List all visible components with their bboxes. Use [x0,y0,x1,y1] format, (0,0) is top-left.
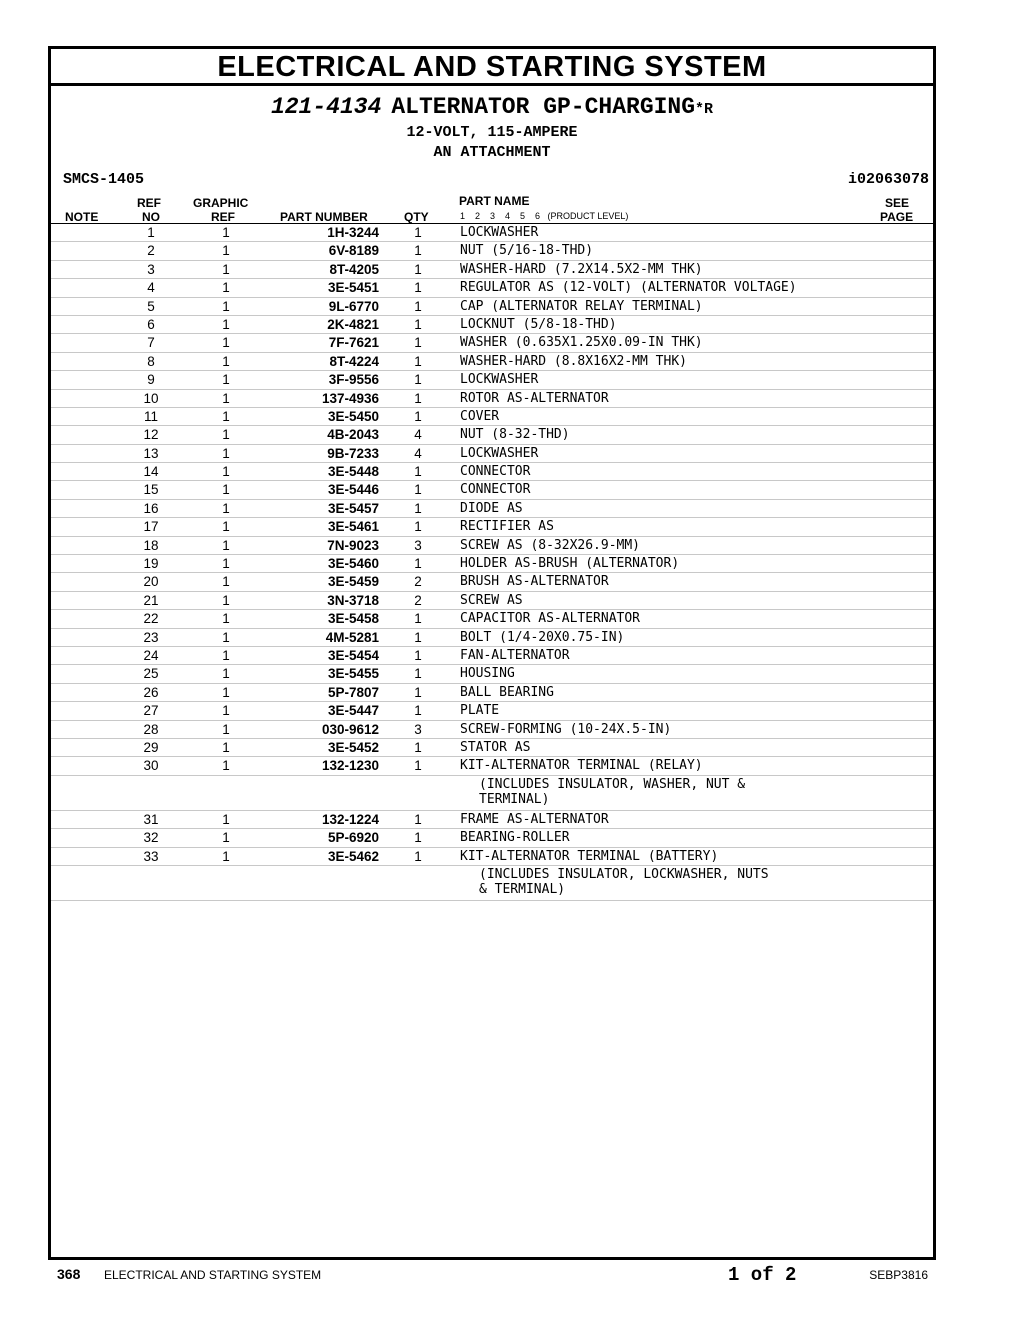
footer-section: ELECTRICAL AND STARTING SYSTEM [104,1268,322,1282]
graphic-ref: 1 [222,225,230,240]
part-number: 132-1224 [321,811,379,827]
part-name: WASHER-HARD (7.2X14.5X2-MM THK) [460,261,703,277]
table-row [51,684,933,702]
ref-no: 24 [143,647,159,663]
ref-no: 12 [143,427,159,443]
quantity: 1 [414,500,422,516]
part-name: LOCKNUT (5/8-18-THD) [460,316,617,332]
table-row [51,811,933,829]
table-row [51,279,933,297]
group-name: ALTERNATOR GP-CHARGING [391,94,696,120]
ref-no: 21 [143,592,159,608]
quantity: 1 [414,629,422,645]
group-heading [51,94,933,123]
part-number: 3E-5460 [327,556,379,572]
part-number: 3E-5454 [327,647,379,663]
quantity: 3 [414,721,422,737]
part-name: NUT (5/16-18-THD) [460,243,594,259]
table-row [51,537,933,555]
table-row [51,481,933,499]
part-name: PLATE [460,703,500,719]
quantity: 3 [414,537,422,553]
part-name: WASHER-HARD (8.8X16X2-MM THK) [460,353,687,369]
part-number: 3F-9556 [328,372,379,388]
part-name: HOLDER AS-BRUSH (ALTERNATOR) [460,556,680,572]
ref-no: 16 [143,500,159,516]
ref-no: 8 [147,353,155,369]
ref-no: 17 [143,519,159,535]
part-number: 8T-4205 [329,261,379,277]
header-graphic-top: GRAPHIC [193,196,249,210]
part-name: STATOR AS [460,739,531,755]
graphic-ref: 1 [222,537,230,553]
ref-no: 19 [143,556,159,572]
table-row [51,555,933,573]
quantity: 4 [414,427,422,443]
group-attachment-note: AN ATTACHMENT [433,144,551,161]
quantity: 1 [414,464,422,480]
ref-no: 20 [143,574,159,590]
part-number: 3E-5447 [327,703,379,719]
part-number: 3E-5450 [327,408,379,424]
graphic-ref: 1 [222,721,230,737]
table-row [51,721,933,739]
quantity: 1 [414,261,422,277]
page-of: 1 of 2 [728,1264,797,1286]
part-number: 2K-4821 [327,316,379,332]
part-name: DIODE AS [460,500,523,516]
ref-no: 31 [143,811,159,827]
section-title: ELECTRICAL AND STARTING SYSTEM [51,49,933,86]
quantity: 4 [414,445,422,461]
table-header [51,193,933,224]
ref-no: 23 [143,629,159,645]
graphic-ref: 1 [222,830,230,846]
graphic-ref: 1 [222,500,230,516]
graphic-ref: 1 [222,335,230,351]
part-name: NUT (8-32-THD) [460,427,570,443]
part-name: HOUSING [460,666,515,682]
part-name: BOLT (1/4-20X0.75-IN) [460,629,625,645]
document-id: SEBP3816 [869,1268,928,1282]
part-number: 3E-5458 [327,611,379,627]
ref-no: 10 [143,390,159,406]
part-name: LOCKWASHER [460,445,539,461]
graphic-ref: 1 [222,519,230,535]
ref-no: 27 [143,703,159,719]
part-number: 3E-5461 [327,519,379,535]
part-name: KIT-ALTERNATOR TERMINAL (BATTERY) [460,848,719,864]
part-number: 137-4936 [321,390,379,406]
part-name: REGULATOR AS (12-VOLT) (ALTERNATOR VOLTAGE) [460,280,797,296]
quantity: 1 [414,666,422,682]
graphic-ref: 1 [222,848,230,864]
group-number: 121-4134 [270,94,382,120]
code-line [51,169,933,193]
table-row [51,371,933,389]
table-row [51,665,933,683]
table-row-continuation [51,776,933,811]
ref-no: 2 [147,243,155,259]
graphic-ref: 1 [222,316,230,332]
quantity: 1 [414,390,422,406]
graphic-ref: 1 [222,684,230,700]
header-product-levels: 1 2 3 4 5 6 (PRODUCT LEVEL) [460,211,629,221]
ref-no: 26 [143,684,159,700]
ref-no: 15 [143,482,159,498]
quantity: 1 [414,848,422,864]
part-number: 3E-5452 [327,739,379,755]
part-number: 3E-5451 [327,280,379,296]
quantity: 1 [414,811,422,827]
quantity: 1 [414,316,422,332]
graphic-ref: 1 [222,243,230,259]
table-row [51,829,933,847]
table-row [51,242,933,260]
part-number: 3E-5459 [327,574,379,590]
quantity: 1 [414,647,422,663]
ref-no: 6 [147,316,155,332]
table-row [51,390,933,408]
header-note: NOTE [65,210,99,224]
graphic-ref: 1 [222,464,230,480]
part-name: CAPACITOR AS-ALTERNATOR [460,611,641,627]
part-name: KIT-ALTERNATOR TERMINAL (RELAY) [460,758,703,774]
part-name: SCREW AS (8-32X26.9-MM) [460,537,641,553]
part-name: COVER [460,408,500,424]
ref-no: 22 [143,611,159,627]
graphic-ref: 1 [222,703,230,719]
table-row [51,629,933,647]
parts-table-body [51,224,933,901]
quantity: 2 [414,574,422,590]
part-number: 030-9612 [321,721,379,737]
ref-no: 29 [143,739,159,755]
graphic-ref: 1 [222,408,230,424]
part-number: 3N-3718 [327,592,379,608]
group-spec: 12-VOLT, 115-AMPERE [406,124,578,141]
quantity: 1 [414,225,422,240]
quantity: 1 [414,519,422,535]
table-row [51,702,933,720]
part-name: LOCKWASHER [460,225,539,240]
part-number: 3E-5457 [327,500,379,516]
graphic-ref: 1 [222,390,230,406]
part-name: FRAME AS-ALTERNATOR [460,811,609,827]
quantity: 2 [414,592,422,608]
ref-no: 28 [143,721,159,737]
ref-no: 7 [147,335,155,351]
ref-no: 5 [147,298,155,314]
part-number: 7F-7621 [328,335,379,351]
graphic-ref: 1 [222,666,230,682]
header-graphic-bottom: REF [211,210,235,224]
ref-no: 3 [147,261,155,277]
graphic-ref: 1 [222,427,230,443]
header-part-number: PART NUMBER [280,210,368,224]
quantity: 1 [414,556,422,572]
part-note: (INCLUDES INSULATOR, WASHER, NUT & TERMINAL) [479,776,746,807]
quantity: 1 [414,280,422,296]
ref-no: 18 [143,537,159,553]
quantity: 1 [414,758,422,774]
ref-no: 9 [147,372,155,388]
part-name: LOCKWASHER [460,372,539,388]
part-number: 5P-7807 [327,684,379,700]
graphic-ref: 1 [222,611,230,627]
graphic-ref: 1 [222,372,230,388]
graphic-ref: 1 [222,647,230,663]
table-row [51,334,933,352]
quantity: 1 [414,830,422,846]
part-name: CAP (ALTERNATOR RELAY TERMINAL) [460,298,703,314]
ref-no: 1 [147,225,155,240]
illustration-id: i02063078 [847,171,929,188]
graphic-ref: 1 [222,592,230,608]
graphic-ref: 1 [222,261,230,277]
ref-no: 13 [143,445,159,461]
quantity: 1 [414,243,422,259]
part-name: WASHER (0.635X1.25X0.09-IN THK) [460,335,703,351]
table-row [51,647,933,665]
table-row [51,224,933,242]
part-number: 132-1230 [321,758,379,774]
quantity: 1 [414,611,422,627]
header-see-bottom: PAGE [880,210,914,224]
graphic-ref: 1 [222,758,230,774]
quantity: 1 [414,335,422,351]
part-name: BRUSH AS-ALTERNATOR [460,574,609,590]
part-number: 4M-5281 [325,629,379,645]
ref-no: 30 [143,758,159,774]
ref-no: 25 [143,666,159,682]
table-row [51,757,933,775]
table-row-continuation [51,866,933,901]
graphic-ref: 1 [222,353,230,369]
header-ref-bottom: NO [142,210,160,224]
graphic-ref: 1 [222,298,230,314]
table-row [51,445,933,463]
part-name: SCREW-FORMING (10-24X.5-IN) [460,721,672,737]
quantity: 1 [414,684,422,700]
header-ref-top: REF [137,196,161,210]
graphic-ref: 1 [222,482,230,498]
graphic-ref: 1 [222,574,230,590]
part-number: 9B-7233 [327,445,379,461]
table-row [51,316,933,334]
quantity: 1 [414,353,422,369]
ref-no: 11 [143,408,158,424]
quantity: 1 [414,298,422,314]
part-name: RECTIFIER AS [460,519,554,535]
part-number: 6V-8189 [328,243,379,259]
table-row [51,463,933,481]
table-row [51,500,933,518]
part-number: 3E-5448 [327,464,379,480]
part-name: CONNECTOR [460,482,531,498]
part-number: 9L-6770 [328,298,379,314]
header-part-name: PART NAME [459,194,530,208]
page-number: 368 [57,1266,81,1282]
quantity: 1 [414,408,422,424]
ref-no: 32 [143,830,159,846]
table-row [51,573,933,591]
graphic-ref: 1 [222,280,230,296]
ref-no: 33 [143,848,159,864]
parts-list-frame [48,46,936,1260]
quantity: 1 [414,482,422,498]
table-row [51,610,933,628]
page-footer [0,1262,1020,1292]
ref-no: 4 [147,280,155,296]
quantity: 1 [414,372,422,388]
graphic-ref: 1 [222,445,230,461]
smcs-code: SMCS-1405 [63,171,145,188]
table-row [51,261,933,279]
graphic-ref: 1 [222,739,230,755]
part-number: 3E-5446 [327,482,379,498]
table-row [51,848,933,866]
part-name: ROTOR AS-ALTERNATOR [460,390,609,406]
table-row [51,426,933,444]
part-note: (INCLUDES INSULATOR, LOCKWASHER, NUTS & TERMINAL) [479,866,769,897]
part-number: 4B-2043 [327,427,379,443]
part-name: FAN-ALTERNATOR [460,647,570,663]
table-row [51,739,933,757]
table-row [51,408,933,426]
part-name: BEARING-ROLLER [460,830,570,846]
part-number: 8T-4224 [329,353,379,369]
header-qty: QTY [404,210,429,224]
graphic-ref: 1 [222,629,230,645]
part-number: 3E-5462 [327,848,379,864]
part-number: 1H-3244 [327,225,379,240]
graphic-ref: 1 [222,811,230,827]
part-number: 3E-5455 [327,666,379,682]
quantity: 1 [414,739,422,755]
quantity: 1 [414,703,422,719]
ref-no: 14 [143,464,159,480]
part-name: CONNECTOR [460,464,531,480]
group-suffix: *R [695,101,714,118]
table-row [51,298,933,316]
part-name: SCREW AS [460,592,523,608]
table-row [51,592,933,610]
table-row [51,353,933,371]
graphic-ref: 1 [222,556,230,572]
part-number: 5P-6920 [327,830,379,846]
header-see-top: SEE [885,196,910,210]
part-name: BALL BEARING [460,684,554,700]
table-row [51,518,933,536]
part-number: 7N-9023 [327,537,379,553]
